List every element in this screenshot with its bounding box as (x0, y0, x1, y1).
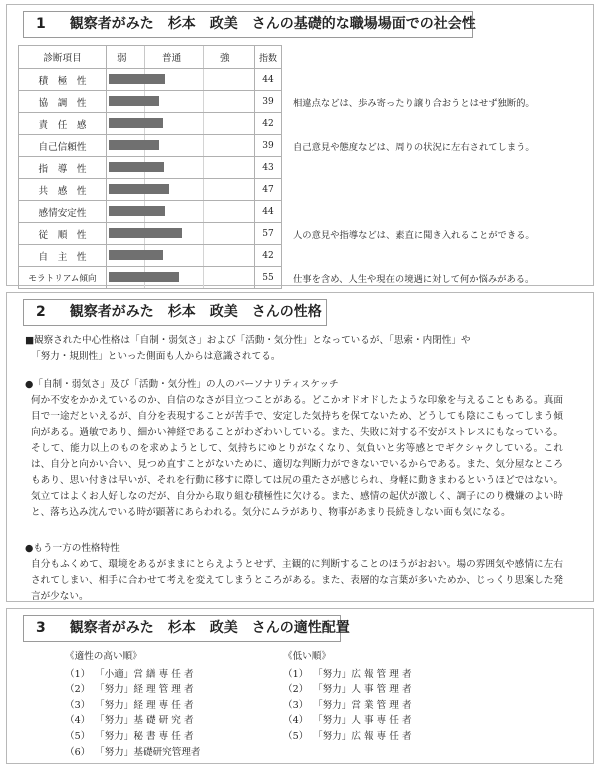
score-bar (109, 140, 159, 150)
score-bar (109, 206, 165, 216)
row-score: 47 (255, 179, 282, 201)
header-item: 診断項目 (19, 46, 107, 69)
list-item-label: 「努力」広 報 専 任 者 (313, 730, 412, 742)
table-row (19, 223, 282, 245)
row-score: 55 (255, 267, 282, 289)
list-item-label: 「努力」経 理 専 任 者 (95, 699, 194, 711)
summary-line-2: 「努力・規則性」といった側面も人からは意識されてる。 (31, 351, 281, 362)
section-personality-heading (23, 299, 327, 326)
table-row (19, 69, 282, 91)
row-score: 39 (255, 91, 282, 113)
row-bar-cell (107, 135, 255, 157)
row-bar-cell (107, 113, 255, 135)
list-item-label: 「努力」経 理 管 理 者 (95, 684, 194, 696)
list-item-number: （5） (65, 730, 91, 742)
section-social-heading (23, 11, 476, 38)
row-score: 43 (255, 157, 282, 179)
row-comment: 人の意見や指導などは、素直に聞き入れることができる。 (293, 230, 535, 241)
row-item-name: 自 主 性 (19, 245, 107, 267)
aptitude-low-list (283, 649, 412, 745)
list-item (65, 698, 201, 714)
score-bar (109, 272, 179, 282)
header-weak: 弱 (117, 53, 127, 64)
header-strong: 強 (220, 53, 230, 64)
section-number: 3 (36, 620, 46, 636)
header-normal: 普通 (162, 53, 182, 64)
row-bar-cell (107, 157, 255, 179)
other-heading: ●もう一方の性格特性 (25, 543, 120, 554)
row-item-name: 共 感 性 (19, 179, 107, 201)
list-item-label: 「努力」基 礎 研 究 者 (95, 715, 194, 727)
list-item-label: 「努力」人 事 専 任 者 (313, 715, 412, 727)
section-title: 観察者がみた 杉本 政美 さんの性格 (69, 304, 322, 320)
table-row (19, 91, 282, 113)
table-header-row (19, 46, 282, 69)
list-item-label: 「小適」営 繕 専 任 者 (95, 668, 194, 680)
row-item-name: 協 調 性 (19, 91, 107, 113)
score-bar (109, 184, 169, 194)
list-item (283, 698, 412, 714)
header-score: 指数 (255, 46, 282, 69)
list-item-number: （4） (65, 715, 91, 727)
list-item-label: 「努力」広 報 管 理 者 (313, 668, 412, 680)
score-bar (109, 162, 164, 172)
header-scale (107, 46, 255, 69)
table-row (19, 113, 282, 135)
row-score: 44 (255, 201, 282, 223)
row-item-name: 従 順 性 (19, 223, 107, 245)
row-score: 42 (255, 245, 282, 267)
row-bar-cell (107, 201, 255, 223)
row-comment: 自己意見や態度などは、周りの状況に左右されてしまう。 (293, 142, 535, 153)
list-item-number: （5） (283, 730, 309, 742)
table-row (19, 179, 282, 201)
summary-line-1: ■観察された中心性格は「自制・弱気さ」および「活動・気分性」となっているが、「思索・内閉性」や (25, 335, 471, 346)
row-bar-cell (107, 91, 255, 113)
table-row (19, 201, 282, 223)
list-item (283, 713, 412, 729)
row-item-name: 自己信頼性 (19, 135, 107, 157)
sketch-body: 何か不安をかかえているのか、自信のなさが目立つことがある。どこかオドオドしたような印象を与えることもある。真面目で一途だといえるが、自分を表現することが苦手で、安定した気持ちを保てないため、どうしても陰にこもってしまう傾向がある。過敏であり、細かい神経であることがわざわいしている。また、失敗に対する不安がストレスにもなっている。そして、能力以上のものを求めようとして、気持ちにゆとりがなくなり、気負いと劣等感とでギクシャクしている。これは、自分と向かい合い、見つめ直すことがないために、適切な判断力ができないでいるからである。また、気分屋なところもあり、思い付きは早いが、それを行動に移すに際しては尻の重たさが感じられ、身軽に動きまわるというほどではない。気立てはよくお人好しなのだが、自分から取り組む積極性に欠ける。また、感情の起伏が激しく、調子にのり機嫌のよい時と、落ち込み沈んでいる時が顕著にあらわれる。気分にムラがあり、物事があまり長続きしない面も気になる。 (31, 395, 563, 518)
table-row (19, 267, 282, 289)
list-item (283, 667, 412, 683)
aptitude-high-list (65, 649, 201, 760)
section-number: 1 (36, 16, 46, 32)
core-personality-summary (25, 333, 563, 365)
list-item-number: （1） (283, 668, 309, 680)
row-bar-cell (107, 223, 255, 245)
list-item-number: （3） (283, 699, 309, 711)
row-item-name: 積 極 性 (19, 69, 107, 91)
section-social (6, 4, 594, 286)
list-item-number: （4） (283, 715, 309, 727)
score-bar (109, 118, 163, 128)
list-item (65, 745, 201, 761)
table-row (19, 157, 282, 179)
row-item-name: 感情安定性 (19, 201, 107, 223)
sketch-heading: ●「自制・弱気さ」及び「活動・気分性」の人のパーソナリティスケッチ (25, 379, 339, 390)
score-bar (109, 96, 159, 106)
list-item-label: 「努力」基礎研究管理者 (95, 746, 201, 758)
list-item-number: （3） (65, 699, 91, 711)
list-item (283, 682, 412, 698)
section-title: 観察者がみた 杉本 政美 さんの適性配置 (69, 620, 350, 636)
row-score: 44 (255, 69, 282, 91)
table-row (19, 135, 282, 157)
section-number: 2 (36, 304, 46, 320)
list-item-number: （1） (65, 668, 91, 680)
list-item-number: （6） (65, 746, 91, 758)
list-item (65, 667, 201, 683)
list-item-label: 「努力」営 業 管 理 者 (313, 699, 412, 711)
row-comment: 相違点などは、歩み寄ったり譲り合おうとはせず独断的。 (293, 98, 535, 109)
row-item-name: モラトリアム傾向 (19, 267, 107, 289)
diagnosis-table (18, 45, 282, 289)
score-bar (109, 228, 182, 238)
list-item-number: （2） (65, 684, 91, 696)
low-list-title: 《低い順》 (283, 651, 331, 662)
row-bar-cell (107, 267, 255, 289)
section-aptitude (6, 608, 594, 764)
other-body: 自分もふくめて、環境をあるがままにとらえようとせず、主観的に判断することのほうがおおい。場の雰囲気や感情に左右されてしまい、相手に合わせて考えを変えてしまうところがある。また、表層的な言葉が多いためか、じっくり思案した発言が少ない。 (31, 559, 563, 602)
row-comment: 仕事を含め、人生や現在の境遇に対して何か悩みがある。 (293, 274, 535, 285)
row-bar-cell (107, 69, 255, 91)
row-score: 57 (255, 223, 282, 245)
row-item-name: 責 任 感 (19, 113, 107, 135)
score-bar (109, 74, 165, 84)
list-item-label: 「努力」人 事 管 理 者 (313, 684, 412, 696)
section-aptitude-heading (23, 615, 350, 642)
section-personality (6, 292, 594, 602)
list-item (65, 682, 201, 698)
list-item (283, 729, 412, 745)
row-bar-cell (107, 179, 255, 201)
row-bar-cell (107, 245, 255, 267)
row-score: 42 (255, 113, 282, 135)
row-score: 39 (255, 135, 282, 157)
list-item-label: 「努力」秘 書 専 任 者 (95, 730, 194, 742)
list-item (65, 713, 201, 729)
other-traits (25, 541, 563, 605)
row-item-name: 指 導 性 (19, 157, 107, 179)
table-row (19, 245, 282, 267)
high-list-title: 《適性の高い順》 (65, 651, 142, 662)
personality-sketch (25, 377, 563, 521)
section-title: 観察者がみた 杉本 政美 さんの基礎的な職場場面での社会性 (69, 16, 476, 32)
score-bar (109, 250, 163, 260)
list-item-number: （2） (283, 684, 309, 696)
list-item (65, 729, 201, 745)
